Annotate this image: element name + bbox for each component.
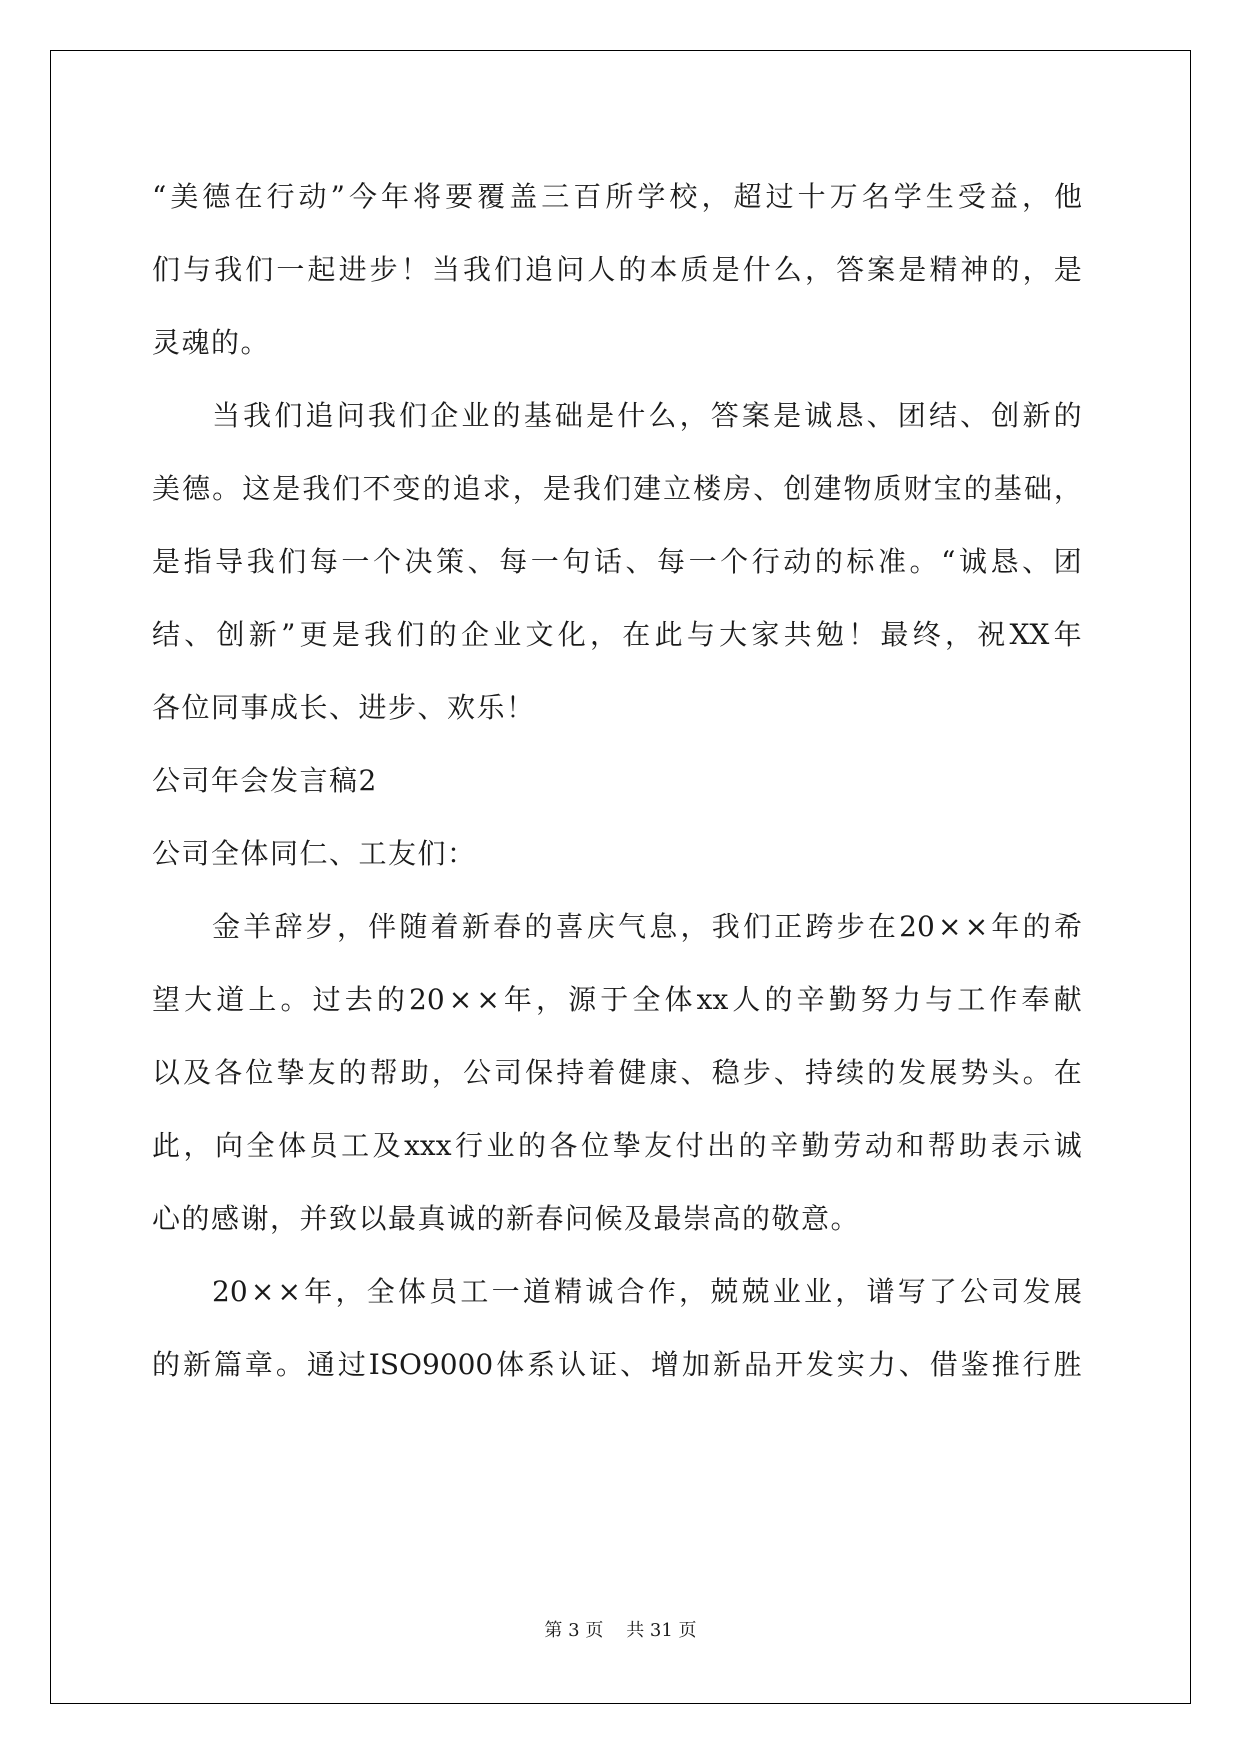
salutation: 公司全体同仁、工友们：	[152, 837, 477, 870]
text-line-7: 结 、 创 新 ” 更 是 我 们 的 企 业 文 化 ， 在 此 与 大 家 共 勉 ！ 最 终 ， 祝 XX 年	[152, 618, 1082, 651]
text-line-1: “ 美 德 在 行 动 ” 今 年 将 要 覆 盖 三 百 所 学 校 ， 超 过 十 万 名 学 生 受 益 ， 他	[152, 180, 1082, 213]
page-footer	[0, 1616, 1241, 1642]
text-line-15: 心的感谢，并致以最真诚的新春问候及最崇高的敬意。	[152, 1202, 861, 1235]
text-line-12: 望 大 道 上 。 过 去 的 20 × × 年 ， 源 于 全 体 xx 人 的 辛 勤 努 力 与 工 作 奉 献	[152, 983, 1082, 1016]
text-line-6: 是 指 导 我 们 每 一 个 决 策 、 每 一 句 话 、 每 一 个 行 动 的 标 准 。 “ 诚 恳 、 团	[152, 545, 1082, 578]
section-heading: 公司年会发言稿2	[152, 764, 378, 797]
document-body	[152, 160, 1082, 1401]
text-line-2: 们 与 我 们 一 起 进 步 ！ 当 我 们 追 问 人 的 本 质 是 什 么 ， 答 案 是 精 神 的 ， 是	[152, 253, 1082, 286]
page-number: 第 3 页 共 31 页	[544, 1620, 697, 1641]
text-line-11: 金 羊 辞 岁 ， 伴 随 着 新 春 的 喜 庆 气 息 ， 我 们 正 跨 步 在 20 × × 年 的 希	[212, 910, 1082, 943]
text-line-14: 此 ， 向 全 体 员 工 及 xxx 行 业 的 各 位 挚 友 付 出 的 辛 勤 劳 动 和 帮 助 表 示 诚	[152, 1129, 1082, 1162]
text-line-17: 的 新 篇 章 。 通 过 ISO9000 体 系 认 证 、 增 加 新 品 开 发 实 力 、 借 鉴 推 行 胜	[152, 1348, 1082, 1381]
text-line-16: 20 × × 年 ， 全 体 员 工 一 道 精 诚 合 作 ， 兢 兢 业 业 ， 谱 写 了 公 司 发 展	[212, 1275, 1082, 1308]
text-line-13: 以 及 各 位 挚 友 的 帮 助 ， 公 司 保 持 着 健 康 、 稳 步 、 持 续 的 发 展 势 头 。 在	[152, 1056, 1082, 1089]
text-line-8: 各位同事成长、进步、欢乐！	[152, 691, 536, 724]
text-line-4: 当 我 们 追 问 我 们 企 业 的 基 础 是 什 么 ， 答 案 是 诚 恳 、 团 结 、 创 新 的	[212, 399, 1082, 432]
text-line-3: 灵魂的。	[152, 326, 271, 359]
text-line-5: 美 德 。 这 是 我 们 不 变 的 追 求 ， 是 我 们 建 立 楼 房 、 创 建 物 质 财 宝 的 基 础 ，	[152, 472, 1082, 505]
